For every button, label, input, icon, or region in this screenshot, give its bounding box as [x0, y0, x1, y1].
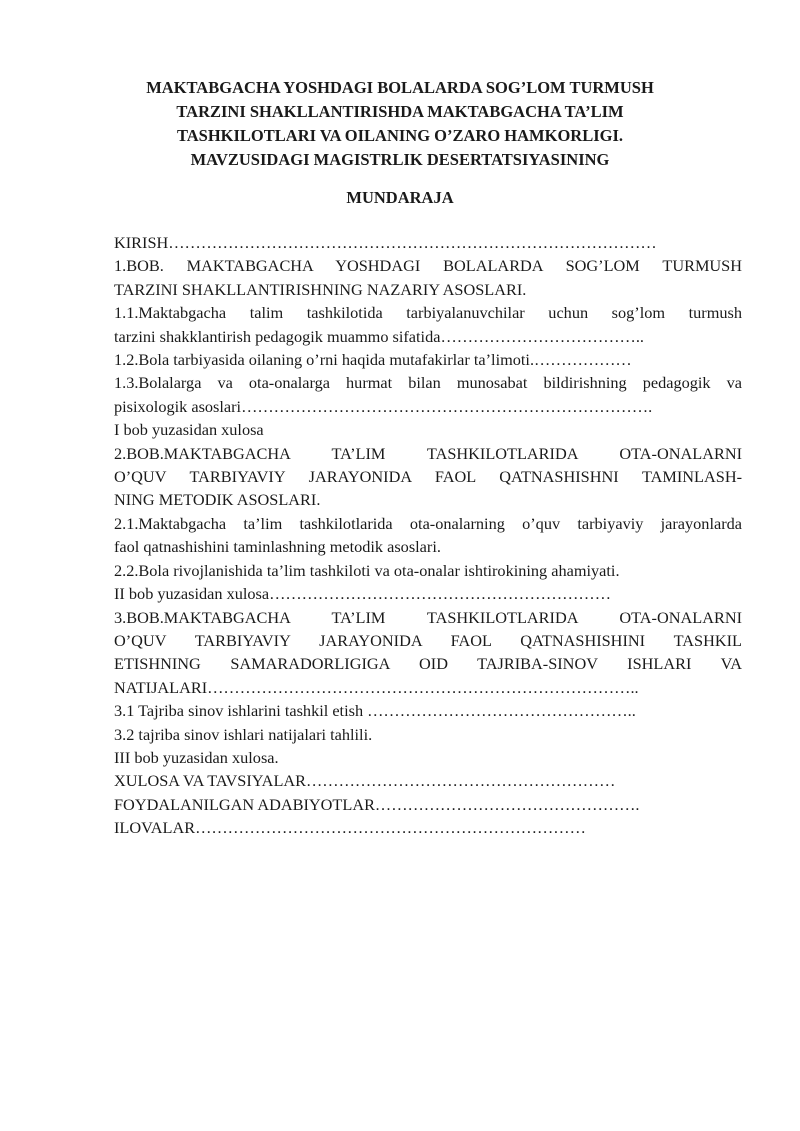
toc-entry-appendices: ILOVALAR………………………………………………………………	[114, 818, 586, 838]
section-1-1-line-2: tarzini shakklantirish pedagogik muammo sifatida………………………………..	[114, 326, 644, 346]
contents-heading: MUNDARAJA	[346, 188, 454, 207]
chapter-2-line-2: O’QUV TARBIYAVIY JARAYONIDA FAOL QATNASHISHNI TAMINLASH-	[114, 467, 742, 487]
title-line-1: MAKTABGACHA YOSHDAGI BOLALARDA SOG’LOM TURMUSH	[146, 78, 654, 97]
table-of-contents	[114, 231, 742, 840]
chapter-3-line-4: NATIJALARI……………………………………………………………………..	[114, 677, 639, 697]
chapter-1-line-1: 1.BOB. MAKTABGACHA YOSHDAGI BOLALARDA SOG’LOM TURMUSH	[114, 256, 742, 276]
section-1-1-line-1: 1.1.Maktabgacha talim tashkilotida tarbiyalanuvchilar uchun sog’lom turmush	[114, 303, 742, 323]
title-line-3: TASHKILOTLARI VA OILANING O’ZARO HAMKORLIGI.	[176, 126, 624, 145]
toc-entry-kirish: KIRISH………………………………………………………………………………	[114, 233, 657, 252]
toc-entry-section-3-2: 3.2 tajriba sinov ishlari natijalari tahlili.	[114, 724, 373, 744]
toc-entry-section-3-1: 3.1 Tajriba sinov ishlarini tashkil etish …………………………………………..	[114, 701, 636, 721]
chapter-2-line-3: NING METODIK ASOSLARI.	[114, 490, 321, 510]
chapter-3-line-1: 3.BOB.MAKTABGACHA TA’LIM TASHKILOTLARIDA OTA-ONALARNI	[114, 607, 742, 627]
toc-entry-section-1-3	[114, 371, 742, 418]
toc-entry-references: FOYDALANILGAN ADABIYOTLAR………………………………………….	[114, 794, 640, 814]
toc-entry-chapter-1-conclusion: I bob yuzasidan xulosa	[114, 420, 264, 440]
chapter-3-line-2: O’QUV TARBIYAVIY JARAYONIDA FAOL QATNASHISHINI TASHKIL	[114, 630, 742, 650]
toc-entry-chapter-1	[114, 254, 742, 301]
section-2-1-line-1: 2.1.Maktabgacha ta’lim tashkilotlarida ota-onalarning o’quv tarbiyaviy jarayonlarda	[114, 513, 742, 533]
section-1-3-line-2: pisixologik asoslari………………………………………………………………….	[114, 396, 653, 416]
document-title	[100, 76, 700, 172]
toc-entry-section-1-2: 1.2.Bola tarbiyasida oilaning o’rni haqida mutafakirlar ta’limoti.………………	[114, 350, 632, 370]
chapter-3-line-3: ETISHNING SAMARADORLIGIGA OID TAJRIBA-SINOV ISHLARI VA	[114, 654, 742, 674]
toc-entry-section-1-1	[114, 301, 742, 348]
toc-entry-chapter-3	[114, 606, 742, 700]
section-1-3-line-1: 1.3.Bolalarga va ota-onalarga hurmat bilan munosabat bildirishning pedagogik va	[114, 373, 742, 393]
chapter-1-line-2: TARZINI SHAKLLANTIRISHNING NAZARIY ASOSLARI.	[114, 279, 527, 299]
chapter-2-line-1: 2.BOB.MAKTABGACHA TA’LIM TASHKILOTLARIDA OTA-ONALARNI	[114, 443, 742, 463]
title-line-4: MAVZUSIDAGI MAGISTRLIK DESERTATSIYASINING	[190, 150, 610, 169]
toc-entry-conclusions: XULOSA VA TAVSIYALAR…………………………………………………	[114, 771, 616, 791]
toc-entry-section-2-1	[114, 512, 742, 559]
toc-entry-chapter-2-conclusion: II bob yuzasidan xulosa………………………………………………………	[114, 584, 611, 604]
toc-entry-chapter-3-conclusion: III bob yuzasidan xulosa.	[114, 747, 279, 767]
title-line-2: TARZINI SHAKLLANTIRISHDA MAKTABGACHA TA’LIM	[176, 102, 624, 121]
toc-entry-chapter-2	[114, 442, 742, 512]
section-2-1-line-2: faol qatnashishini taminlashning metodik asoslari.	[114, 537, 441, 557]
toc-entry-section-2-2: 2.2.Bola rivojlanishida ta’lim tashkiloti va ota-onalar ishtirokining ahamiyati.	[114, 560, 620, 580]
